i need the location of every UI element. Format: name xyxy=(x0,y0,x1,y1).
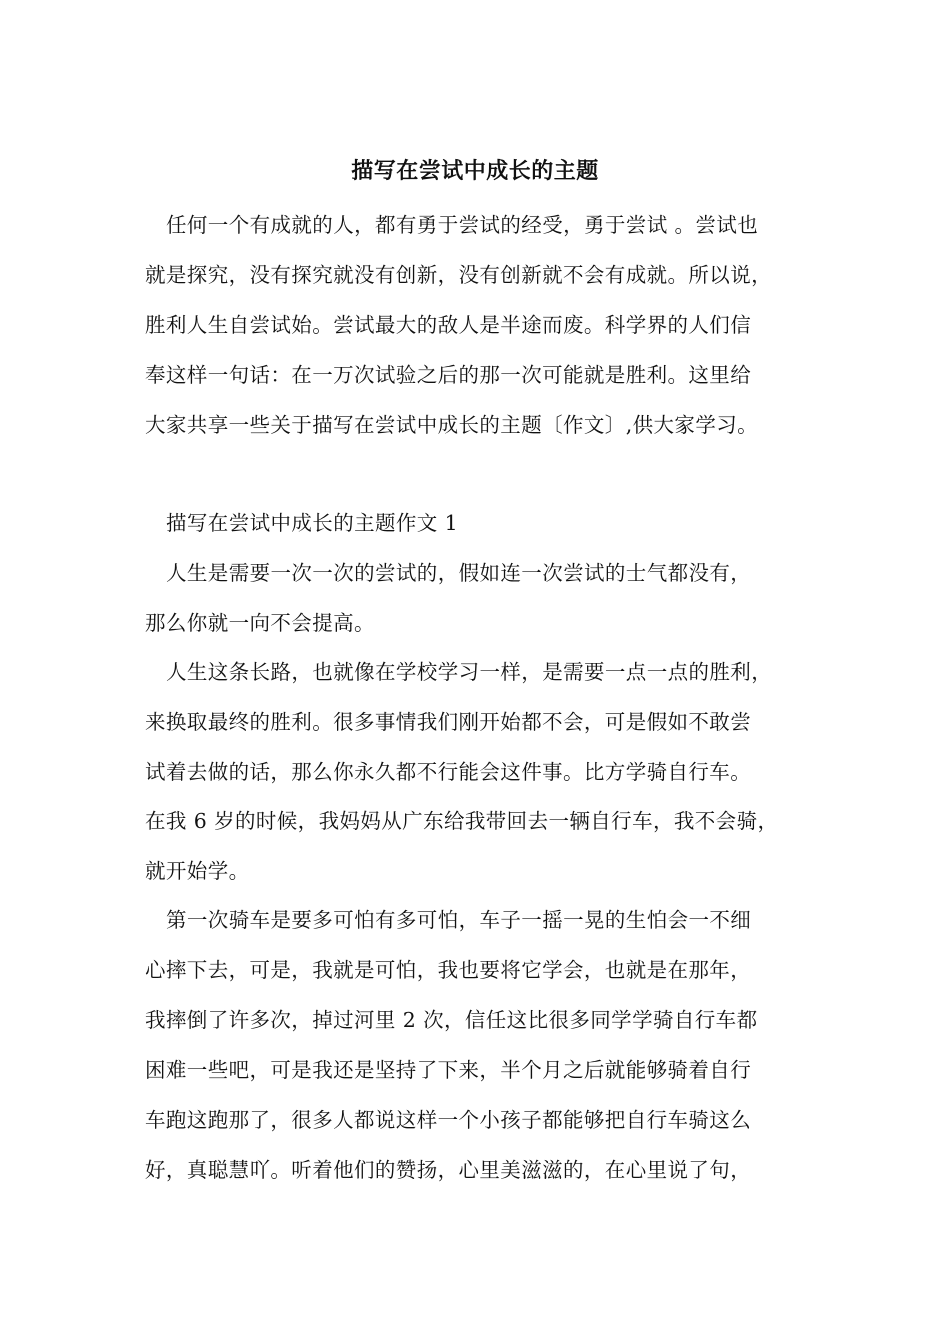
paragraph-line: 在我 6 岁的时候，我妈妈从广东给我带回去一辆自行车，我不会骑， xyxy=(145,809,779,833)
paragraph-line: 奉这样一句话：在一万次试验之后的那一次可能就是胜利。这里给 xyxy=(145,363,752,387)
paragraph-line: 我摔倒了许多次，掉过河里 2 次，信任这比很多同学学骑自行车都 xyxy=(145,1008,758,1032)
paragraph-line: 大家共享一些关于描写在尝试中成长的主题〔作文〕,供大家学习。 xyxy=(145,413,759,437)
document-title: 描写在尝试中成长的主题 xyxy=(351,158,599,184)
paragraph-line: 人生这条长路，也就像在学校学习一样，是需要一点一点的胜利， xyxy=(166,660,773,684)
paragraph-line: 那么你就一向不会提高。 xyxy=(145,611,375,635)
paragraph-line: 任何一个有成就的人，都有勇于尝试的经受，勇于尝试 。尝试也 xyxy=(166,213,759,237)
paragraph-line: 心摔下去，可是，我就是可怕，我也要将它学会，也就是在那年， xyxy=(145,958,752,982)
paragraph-line: 试着去做的话，那么你永久都不行能会这件事。比方学骑自行车。 xyxy=(145,760,752,784)
paragraph-line: 人生是需要一次一次的尝试的，假如连一次尝试的士气都没有， xyxy=(166,561,752,585)
paragraph-line: 第一次骑车是要多可怕有多可怕，车子一摇一晃的生怕会一不细 xyxy=(166,908,752,932)
paragraph-line: 车跑这跑那了，很多人都说这样一个小孩子都能够把自行车骑这么 xyxy=(145,1108,752,1132)
paragraph-line: 困难一些吧，可是我还是坚持了下来，半个月之后就能够骑着自行 xyxy=(145,1058,752,1082)
paragraph-line: 来换取最终的胜利。很多事情我们刚开始都不会，可是假如不敢尝 xyxy=(145,710,752,734)
paragraph-line: 就是探究，没有探究就没有创新，没有创新就不会有成就。所以说， xyxy=(145,263,772,287)
paragraph-line: 胜利人生自尝试始。尝试最大的敌人是半途而废。科学界的人们信 xyxy=(145,313,752,337)
section-heading: 描写在尝试中成长的主题作文 1 xyxy=(166,511,459,535)
paragraph-line: 好，真聪慧吖。听着他们的赞扬，心里美滋滋的，在心里说了句， xyxy=(145,1158,752,1182)
paragraph-line: 就开始学。 xyxy=(145,859,250,883)
